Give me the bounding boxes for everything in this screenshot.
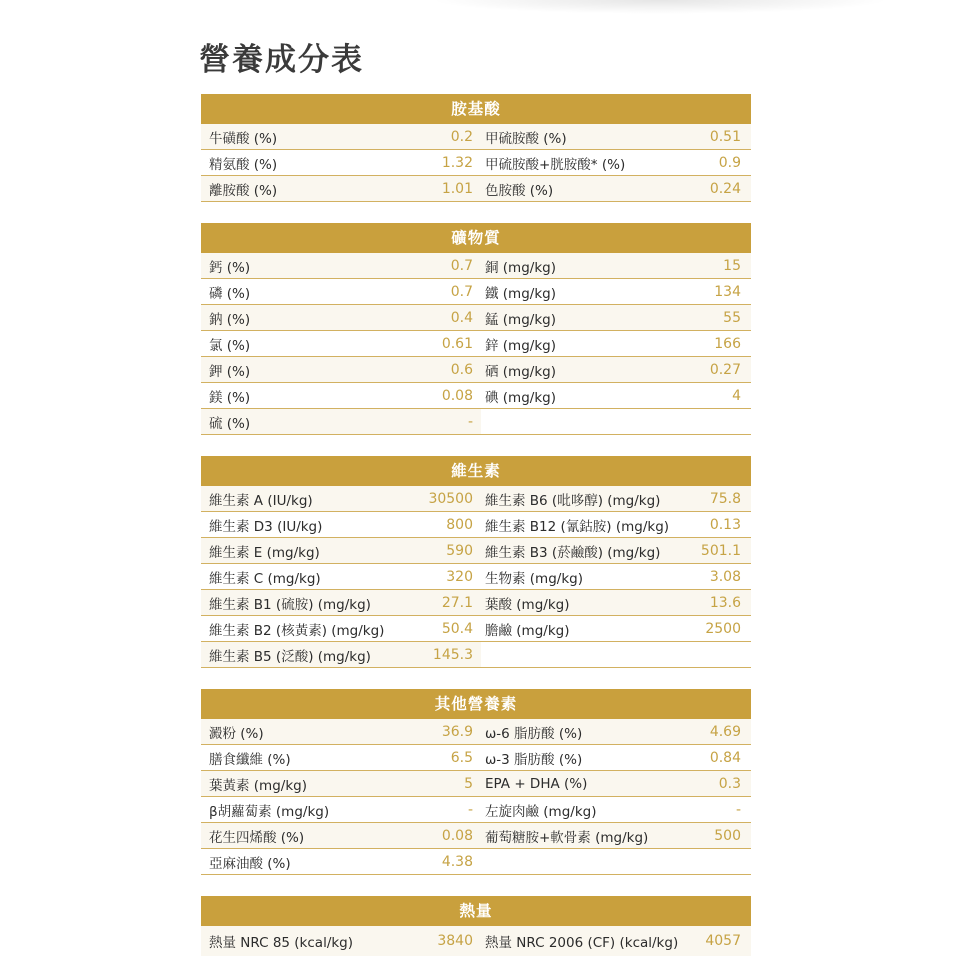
nutrient-value: 3840 xyxy=(409,926,481,956)
table-row xyxy=(201,357,751,383)
nutrient-value: 3.08 xyxy=(693,564,751,590)
nutrient-value xyxy=(693,849,751,875)
nutrient-name: 維生素 B1 (硫胺) (mg/kg) xyxy=(201,590,409,616)
nutrient-value: 36.9 xyxy=(409,719,481,745)
nutrient-value: 590 xyxy=(409,538,481,564)
nutrient-value: 2500 xyxy=(693,616,751,642)
nutrient-value: 50.4 xyxy=(409,616,481,642)
nutrient-value: 27.1 xyxy=(409,590,481,616)
nutrient-value: 0.08 xyxy=(409,823,481,849)
section-header: 熱量 xyxy=(201,896,751,926)
table-row xyxy=(201,538,751,564)
nutrient-value: 0.51 xyxy=(693,124,751,150)
nutrient-name: 膳食纖維 (%) xyxy=(201,745,409,771)
nutrient-name: 維生素 B3 (菸鹼酸) (mg/kg) xyxy=(481,538,693,564)
nutrient-name: 鋅 (mg/kg) xyxy=(481,331,693,357)
nutrient-value: 320 xyxy=(409,564,481,590)
nutrient-value: 134 xyxy=(693,279,751,305)
table-row xyxy=(201,771,751,797)
nutrient-value: 0.84 xyxy=(693,745,751,771)
nutrient-value: - xyxy=(693,797,751,823)
nutrient-value: 30500 xyxy=(409,486,481,512)
table-row xyxy=(201,926,751,956)
nutrient-name: 葉黃素 (mg/kg) xyxy=(201,771,409,797)
nutrient-name: 膽鹼 (mg/kg) xyxy=(481,616,693,642)
nutrient-value: 0.7 xyxy=(409,279,481,305)
nutrient-name: 維生素 C (mg/kg) xyxy=(201,564,409,590)
nutrient-value: 0.2 xyxy=(409,124,481,150)
table-row xyxy=(201,797,751,823)
nutrient-name: ω-6 脂肪酸 (%) xyxy=(481,719,693,745)
table-row xyxy=(201,253,751,279)
table-row xyxy=(201,642,751,668)
table-row xyxy=(201,823,751,849)
nutrient-value: 166 xyxy=(693,331,751,357)
table-row xyxy=(201,616,751,642)
table-row xyxy=(201,590,751,616)
nutrient-value: 0.6 xyxy=(409,357,481,383)
table-row xyxy=(201,564,751,590)
nutrient-value: - xyxy=(409,797,481,823)
nutrient-name: 錳 (mg/kg) xyxy=(481,305,693,331)
section-vitamins xyxy=(201,456,751,668)
nutrient-name: 牛磺酸 (%) xyxy=(201,124,409,150)
nutrient-name: EPA + DHA (%) xyxy=(481,771,693,797)
nutrition-table xyxy=(201,94,751,977)
section-energy xyxy=(201,896,751,956)
nutrient-value: - xyxy=(409,409,481,435)
section-header: 維生素 xyxy=(201,456,751,486)
nutrient-name: 離胺酸 (%) xyxy=(201,176,409,202)
nutrient-value: 0.08 xyxy=(409,383,481,409)
nutrient-name xyxy=(481,409,693,435)
nutrient-value: 6.5 xyxy=(409,745,481,771)
table-row xyxy=(201,305,751,331)
nutrient-value: 55 xyxy=(693,305,751,331)
nutrient-name: 精氨酸 (%) xyxy=(201,150,409,176)
table-row xyxy=(201,745,751,771)
nutrient-value: 0.3 xyxy=(693,771,751,797)
table-row xyxy=(201,176,751,202)
table-row xyxy=(201,124,751,150)
nutrient-value: 4.69 xyxy=(693,719,751,745)
nutrient-name: 葉酸 (mg/kg) xyxy=(481,590,693,616)
nutrient-value: 0.4 xyxy=(409,305,481,331)
top-shadow xyxy=(430,0,890,14)
nutrient-name: 氯 (%) xyxy=(201,331,409,357)
nutrient-value: 1.32 xyxy=(409,150,481,176)
nutrient-name: 碘 (mg/kg) xyxy=(481,383,693,409)
nutrient-name: 鎂 (%) xyxy=(201,383,409,409)
nutrient-value: 501.1 xyxy=(693,538,751,564)
nutrient-name: 鈉 (%) xyxy=(201,305,409,331)
nutrient-name: 磷 (%) xyxy=(201,279,409,305)
table-row xyxy=(201,409,751,435)
nutrient-value: 4.38 xyxy=(409,849,481,875)
nutrient-value: 145.3 xyxy=(409,642,481,668)
nutrient-name: β胡蘿蔔素 (mg/kg) xyxy=(201,797,409,823)
nutrient-value: 0.27 xyxy=(693,357,751,383)
nutrient-name xyxy=(481,849,693,875)
nutrient-value xyxy=(693,409,751,435)
nutrient-name: 維生素 E (mg/kg) xyxy=(201,538,409,564)
table-row xyxy=(201,150,751,176)
nutrient-name: 澱粉 (%) xyxy=(201,719,409,745)
nutrient-name: 亞麻油酸 (%) xyxy=(201,849,409,875)
nutrient-name: 硒 (mg/kg) xyxy=(481,357,693,383)
nutrient-name: 甲硫胺酸 (%) xyxy=(481,124,693,150)
nutrient-name: 熱量 NRC 2006 (CF) (kcal/kg) xyxy=(481,926,693,956)
nutrient-value: 0.9 xyxy=(693,150,751,176)
nutrient-name: 鉀 (%) xyxy=(201,357,409,383)
nutrient-value: 5 xyxy=(409,771,481,797)
nutrient-name: 維生素 B12 (氰鈷胺) (mg/kg) xyxy=(481,512,693,538)
nutrient-name xyxy=(481,642,693,668)
nutrient-value: 0.7 xyxy=(409,253,481,279)
section-minerals xyxy=(201,223,751,435)
nutrient-value: 1.01 xyxy=(409,176,481,202)
nutrient-name: 維生素 B5 (泛酸) (mg/kg) xyxy=(201,642,409,668)
nutrient-name: 硫 (%) xyxy=(201,409,409,435)
nutrient-value: 4057 xyxy=(693,926,751,956)
nutrient-name: 色胺酸 (%) xyxy=(481,176,693,202)
nutrient-name: 維生素 D3 (IU/kg) xyxy=(201,512,409,538)
nutrient-value: 4 xyxy=(693,383,751,409)
nutrient-name: 葡萄糖胺+軟骨素 (mg/kg) xyxy=(481,823,693,849)
nutrient-value: 0.61 xyxy=(409,331,481,357)
section-header: 礦物質 xyxy=(201,223,751,253)
nutrient-name: 維生素 A (IU/kg) xyxy=(201,486,409,512)
table-row xyxy=(201,849,751,875)
table-row xyxy=(201,383,751,409)
nutrient-value xyxy=(693,642,751,668)
table-row xyxy=(201,486,751,512)
nutrient-value: 800 xyxy=(409,512,481,538)
table-row xyxy=(201,279,751,305)
page-title: 營養成分表 xyxy=(199,42,364,78)
table-row xyxy=(201,331,751,357)
nutrient-value: 13.6 xyxy=(693,590,751,616)
nutrient-name: 鈣 (%) xyxy=(201,253,409,279)
nutrient-name: 熱量 NRC 85 (kcal/kg) xyxy=(201,926,409,956)
nutrient-value: 500 xyxy=(693,823,751,849)
nutrient-name: 鐵 (mg/kg) xyxy=(481,279,693,305)
nutrient-name: 左旋肉鹼 (mg/kg) xyxy=(481,797,693,823)
table-row xyxy=(201,719,751,745)
section-header: 其他營養素 xyxy=(201,689,751,719)
nutrient-name: 維生素 B6 (吡哆醇) (mg/kg) xyxy=(481,486,693,512)
nutrient-name: 銅 (mg/kg) xyxy=(481,253,693,279)
table-row xyxy=(201,512,751,538)
section-amino-acids xyxy=(201,94,751,202)
nutrient-value: 0.24 xyxy=(693,176,751,202)
section-other-nutrients xyxy=(201,689,751,875)
nutrient-name: ω-3 脂肪酸 (%) xyxy=(481,745,693,771)
nutrient-value: 15 xyxy=(693,253,751,279)
section-header: 胺基酸 xyxy=(201,94,751,124)
nutrient-name: 維生素 B2 (核黃素) (mg/kg) xyxy=(201,616,409,642)
nutrient-name: 甲硫胺酸+胱胺酸* (%) xyxy=(481,150,693,176)
nutrient-name: 花生四烯酸 (%) xyxy=(201,823,409,849)
nutrient-value: 75.8 xyxy=(693,486,751,512)
nutrient-value: 0.13 xyxy=(693,512,751,538)
nutrient-name: 生物素 (mg/kg) xyxy=(481,564,693,590)
